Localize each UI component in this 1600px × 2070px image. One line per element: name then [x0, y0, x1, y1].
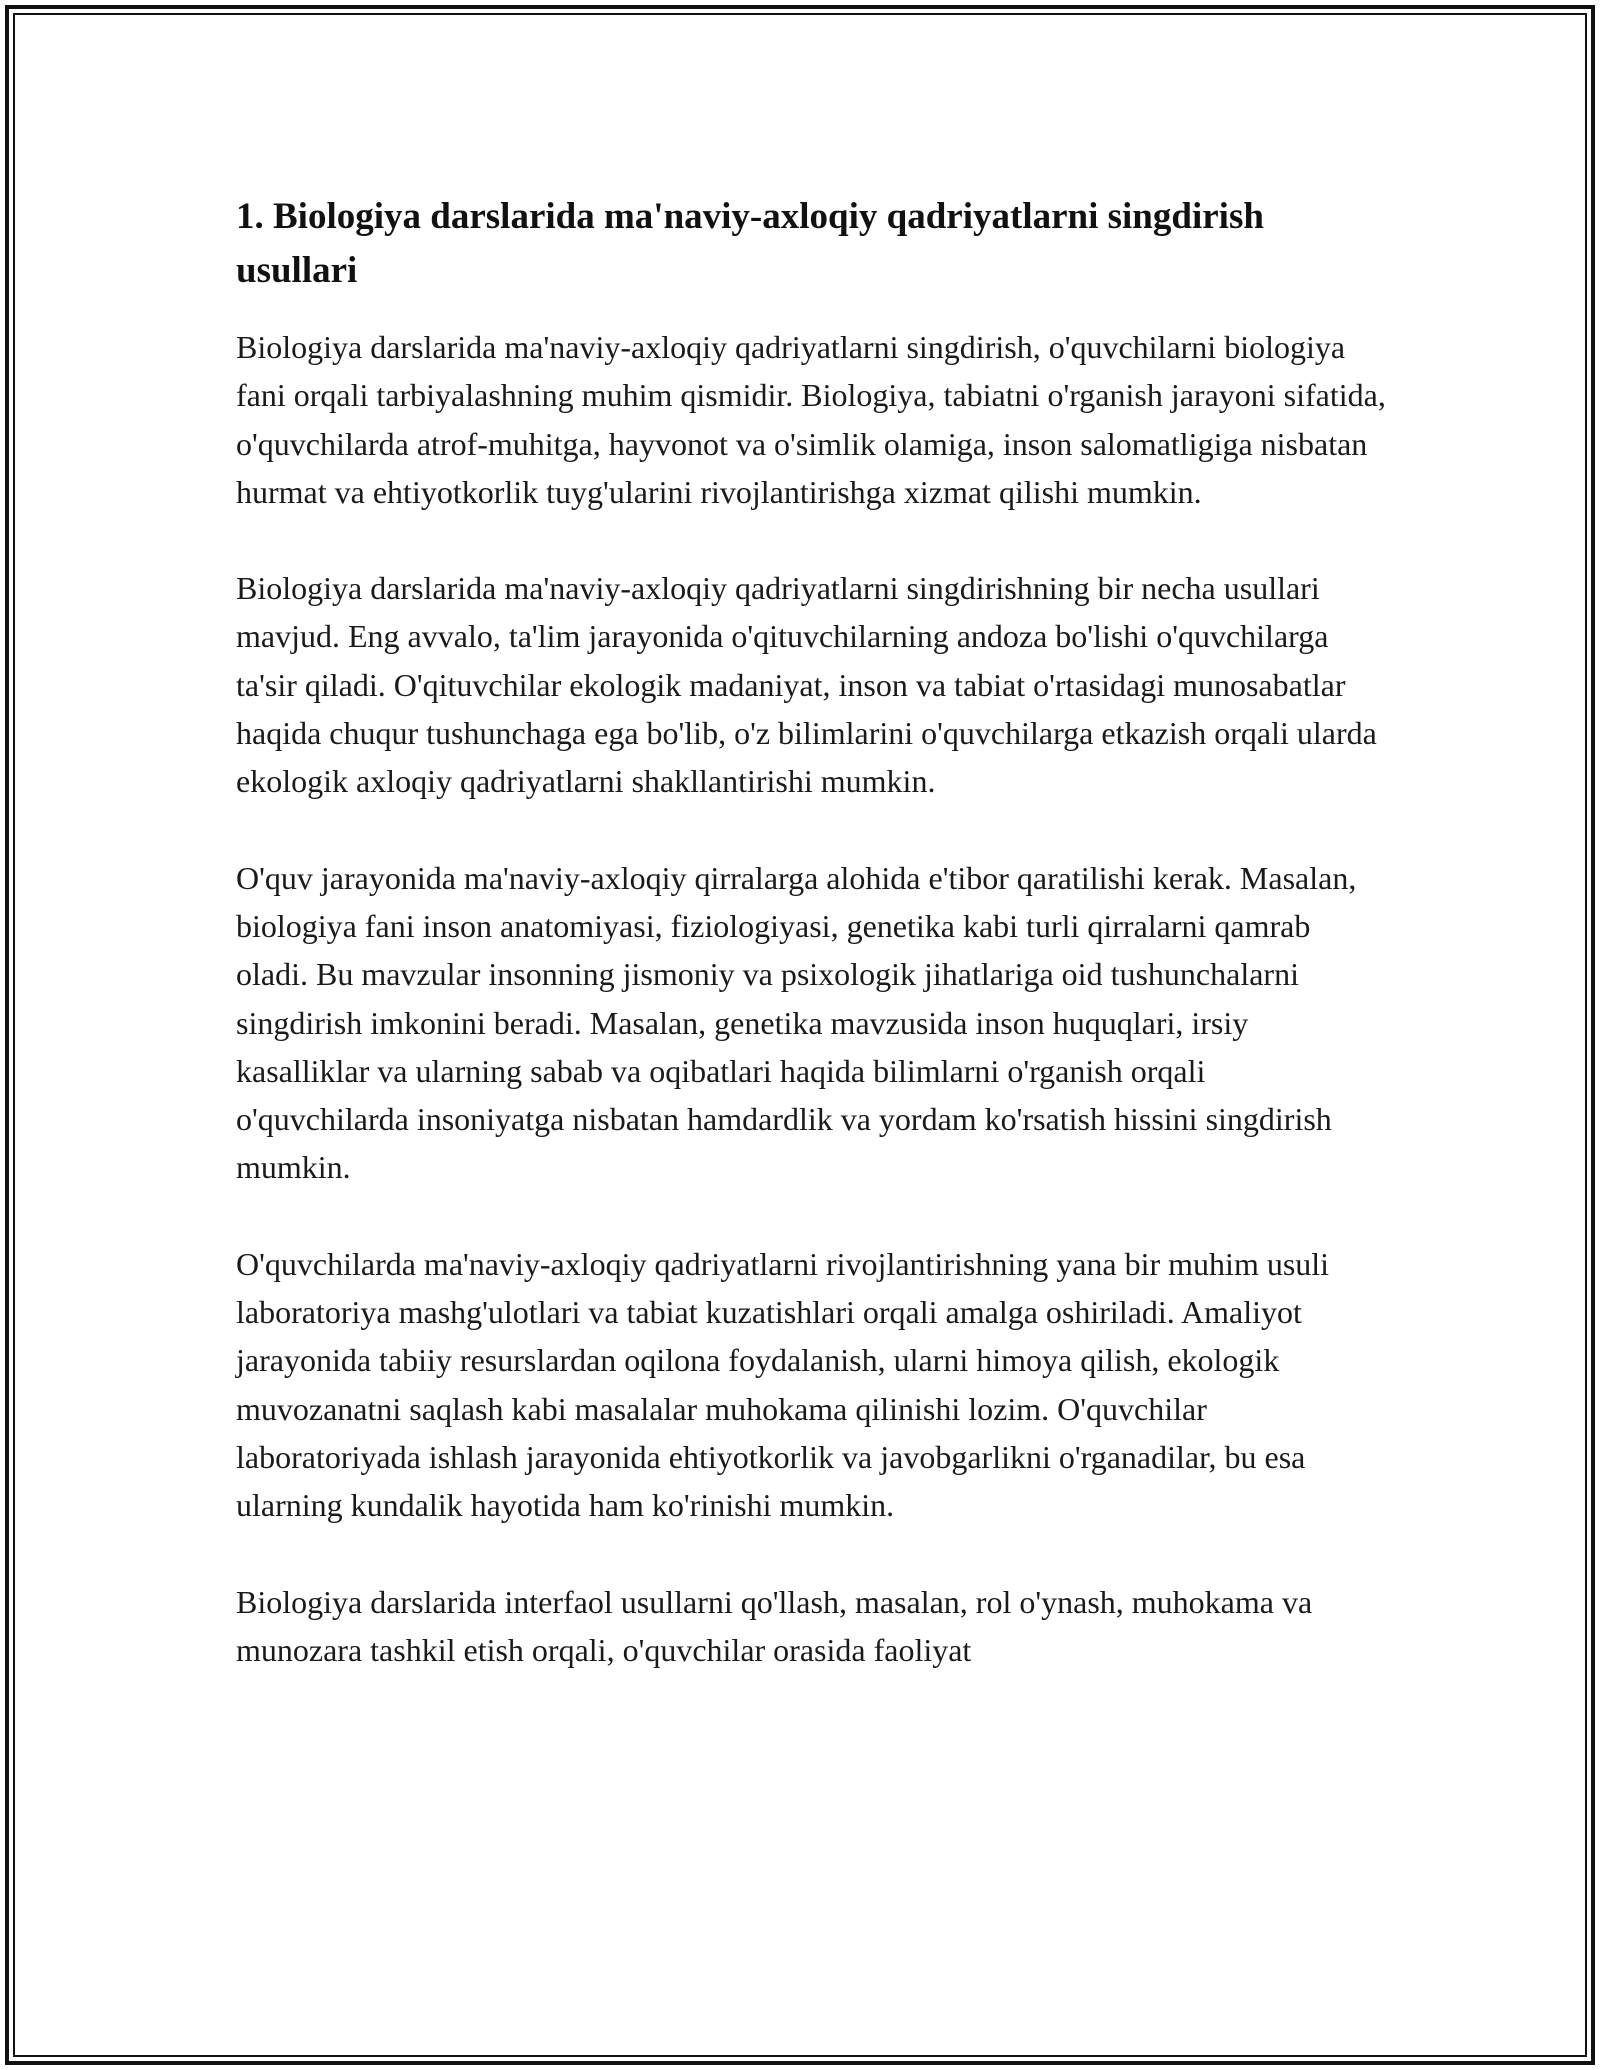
- paragraph-1: Biologiya darslarida ma'naviy-axloqiy qadriyatlarni singdirish, o'quvchilarni biologiya fani orqali tarbiyalashning muhim qismidir. Biologiya, tabiatni o'rganish jarayoni sifatida, o'quvchilarda atrof-muhitga, hayvonot va o'simlik olamiga, inson salomatligiga nisbatan hurmat va ehtiyotkorlik tuyg'ularini rivojlantirishga xizmat qilishi mumkin.: [236, 329, 1386, 510]
- section-heading: 1. Biologiya darslarida ma'naviy-axloqiy qadriyatlarni singdirish usullari: [236, 196, 1264, 291]
- paragraph-5: Biologiya darslarida interfaol usullarni qo'llash, masalan, rol o'ynash, muhokama va munozara tashkil etish orqali, o'quvchilar orasida faoliyat: [236, 1583, 1313, 1668]
- paragraph-3: O'quv jarayonida ma'naviy-axloqiy qirralarga alohida e'tibor qaratilishi kerak. Masalan, biologiya fani inson anatomiyasi, fiziologiyasi, genetika kabi turli qirralarni qamrab oladi. Bu mavzular insonning jismoniy va psixologik jihatlariga oid tushunchalarni singdirish imkonini beradi. Masalan, genetika mavzusida inson huquqlari, irsiy kasalliklar va ularning sabab va oqibatlari haqida bilimlarni o'rganish orqali o'quvchilarda insoniyatga nisbatan hamdardlik va yordam ko'rsatish hissini singdirish mumkin.: [236, 859, 1357, 1186]
- document-body: [236, 190, 1386, 1674]
- paragraph-2: Biologiya darslarida ma'naviy-axloqiy qadriyatlarni singdirishning bir necha usullari mavjud. Eng avvalo, ta'lim jarayonida o'qituvchilarning andoza bo'lishi o'quvchilarga ta'sir qiladi. O'qituvchilar ekologik madaniyat, inson va tabiat o'rtasidagi munosabatlar haqida chuqur tushunchaga ega bo'lib, o'z bilimlarini o'quvchilarga etkazish orqali ularda ekologik axloqiy qadriyatlarni shakllantirishi mumkin.: [236, 570, 1377, 800]
- paragraph-4: O'quvchilarda ma'naviy-axloqiy qadriyatlarni rivojlantirishning yana bir muhim usuli laboratoriya mashg'ulotlari va tabiat kuzatishlari orqali amalga oshiriladi. Amaliyot jarayonida tabiiy resurslardan oqilona foydalanish, ularni himoya qilish, ekologik muvozanatni saqlash kabi masalalar muhokama qilinishi lozim. O'quvchilar laboratoriyada ishlash jarayonida ehtiyotkorlik va javobgarlikni o'rganadilar, bu esa ularning kundalik hayotida ham ko'rinishi mumkin.: [236, 1245, 1330, 1524]
